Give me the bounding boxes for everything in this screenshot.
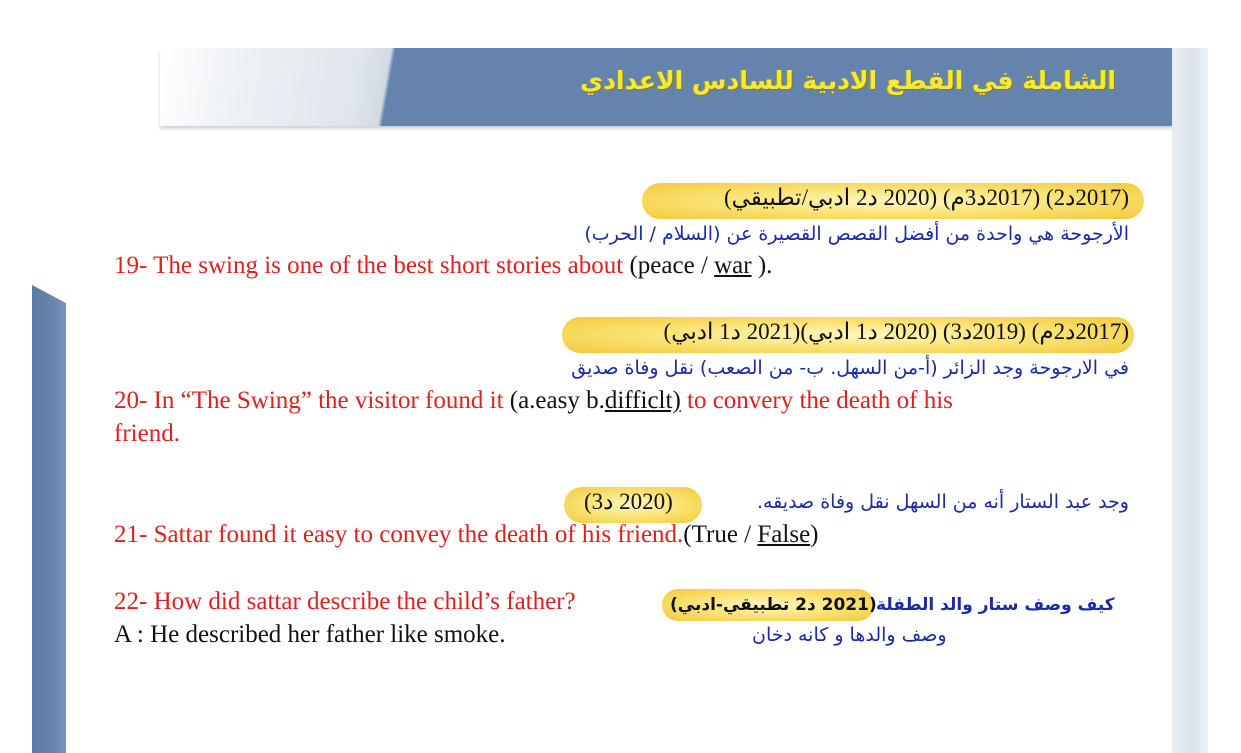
- q20-question-line2: friend.: [114, 420, 180, 447]
- q20-question: [114, 387, 953, 415]
- q19-question-text: 19- The swing is one of the best short stories about: [114, 252, 630, 279]
- q20-options-open: (a.easy b.: [509, 387, 605, 414]
- q20-arabic-translation: في الارجوحة وجد الزائر (أ-من السهل. ب- من الصعب) نقل وفاة صديق: [571, 357, 1129, 379]
- q19-answer: war: [714, 252, 752, 279]
- q20-exam-years: (2017د2م) (2019د3) (2020 د1 ادبي)(2021 د1 ادبي): [663, 319, 1129, 344]
- q21-options-open: (True /: [683, 521, 758, 548]
- q19-exam-years: (2017د2) (2017د3م) (2020 د2 ادبي/تطبيقي): [723, 185, 1129, 210]
- left-decorative-bar: [32, 285, 66, 753]
- q19-question: [114, 252, 772, 280]
- q20-question-text: 20- In “The Swing” the visitor found it: [114, 387, 510, 414]
- q19-options-open: (peace /: [629, 252, 715, 279]
- q21-answer: False: [757, 521, 811, 548]
- q21-question: [114, 521, 819, 549]
- q20-answer: difficlt): [604, 387, 681, 414]
- right-decorative-strip: [1172, 48, 1208, 753]
- q21-options-close: ): [810, 521, 819, 548]
- q22-arabic-question: كيف وصف ستار والد الطفلة: [876, 595, 1115, 615]
- q22-question: 22- How did sattar describe the child’s father?: [114, 588, 576, 615]
- q19-options-close: ).: [751, 252, 773, 279]
- q21-arabic-translation: وجد عبد الستار أنه من السهل نقل وفاة صديقه.: [756, 491, 1129, 513]
- q22-exam-years: (2021 د2 تطبيقي-ادبي): [670, 595, 877, 615]
- q19-arabic-translation: الأرجوحة هي واحدة من أفضل القصص القصيرة عن (السلام / الحرب): [584, 223, 1129, 245]
- q22-answer: A : He described her father like smoke.: [114, 621, 506, 648]
- q21-question-text: 21- Sattar found it easy to convey the death of his friend.: [114, 521, 684, 548]
- page-header-band: [160, 48, 1172, 126]
- q21-exam-years: (2020 د3): [584, 489, 673, 514]
- page-title: الشاملة في القطع الادبية للسادس الاعدادي: [580, 66, 1116, 95]
- q20-question-suffix: to convery the death of his: [680, 387, 953, 414]
- q22-arabic-answer: وصف والدها و كانه دخان: [752, 624, 947, 646]
